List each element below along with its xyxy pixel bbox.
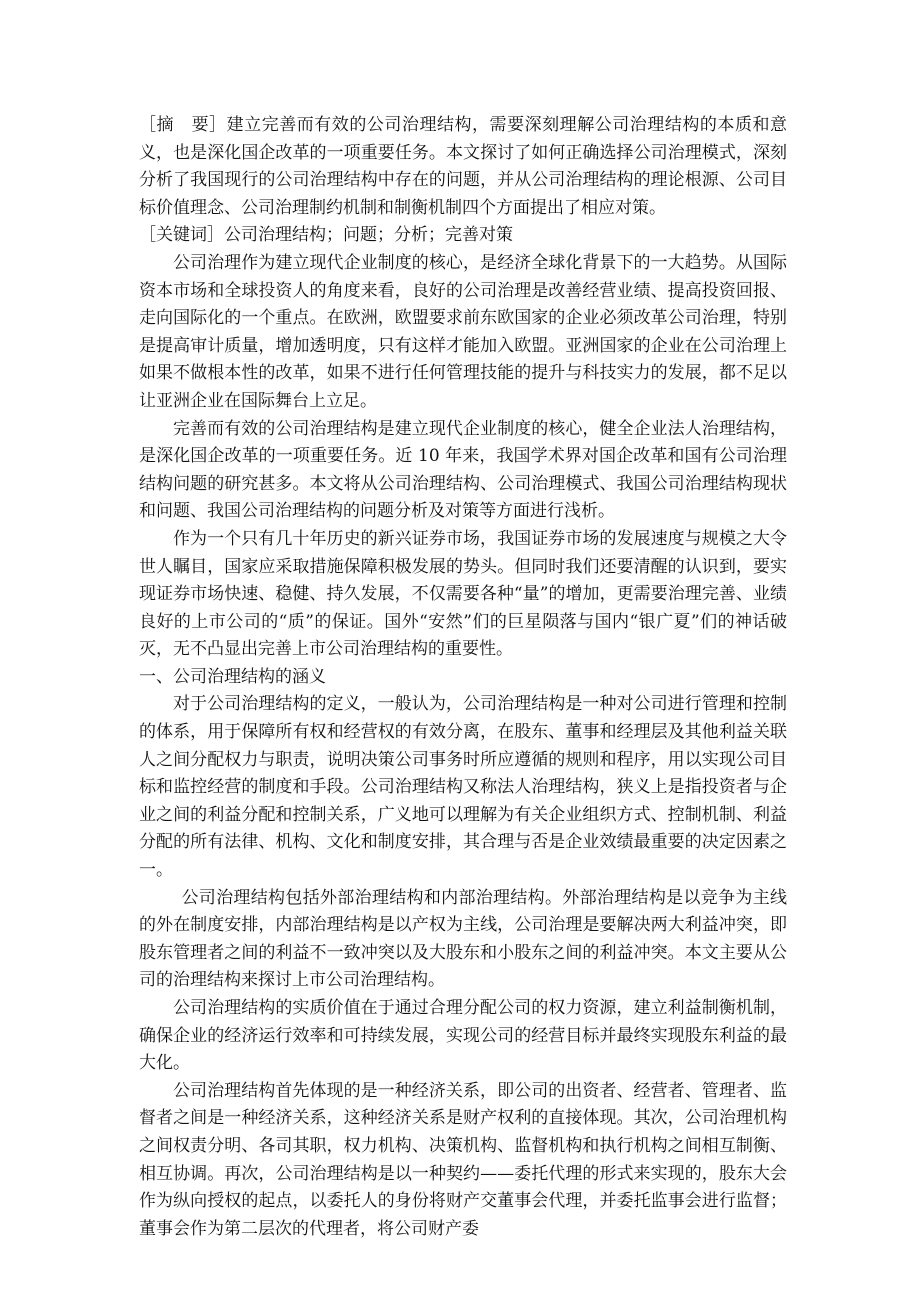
keywords-line: ［关键词］公司治理结构；问题；分析；完善对策 xyxy=(139,225,513,246)
body-paragraph: 完善而有效的公司治理结构是建立现代企业制度的核心，健全企业法人治理结构，是深化国企改革的一项重要任务。近 10 年来，我国学术界对国企改革和国有公司治理结构问题的研究甚多。本文将从公司治理结构、公司治理模式、我国公司治理结构现状和问题、我国公司治理结构的问题分析及对策等方面进行浅析。 xyxy=(139,418,787,522)
body-paragraph: 公司治理结构首先体现的是一种经济关系，即公司的出资者、经营者、管理者、监督者之间是一种经济关系，这种经济关系是财产权利的直接体现。其次，公司治理机构之间权责分明、各司其职，权力机构、决策机构、监督机构和执行机构之间相互制衡、相互协调。再次，公司治理结构是以一种契约——委托代理的形式来实现的，股东大会作为纵向授权的起点，以委托人的身份将财产交董事会代理，并委托监事会进行监督；董事会作为第二层次的代理者，将公司财产委 xyxy=(139,1080,787,1239)
body-paragraph: 作为一个只有几十年历史的新兴证券市场，我国证券市场的发展速度与规模之大令世人瞩目，国家应采取措施保障积极发展的势头。但同时我们还要清醒的认识到，要实现证券市场快速、稳健、持久发展，不仅需要各种“量”的增加，更需要治理完善、业绩良好的上市公司的“质”的保证。国外“安然”们的巨星陨落与国内“银广夏”们的神话破灭，无不凸显出完善上市公司治理结构的重要性。 xyxy=(139,528,787,660)
document-page xyxy=(139,112,787,1243)
body-paragraph: 公司治理结构包括外部治理结构和内部治理结构。外部治理结构是以竞争为主线的外在制度安排，内部治理结构是以产权为主线，公司治理是要解决两大利益冲突，即股东管理者之间的利益不一致冲突以及大股东和小股东之间的利益冲突。本文主要从公司的治理结构来探讨上市公司治理结构。 xyxy=(139,887,787,991)
section-heading: 一、公司治理结构的涵义 xyxy=(139,666,326,687)
body-paragraph: 公司治理结构的实质价值在于通过合理分配公司的权力资源，建立利益制衡机制，确保企业的经济运行效率和可持续发展，实现公司的经营目标并最终实现股东利益的最大化。 xyxy=(139,998,787,1074)
body-paragraph: 公司治理作为建立现代企业制度的核心，是经济全球化背景下的一大趋势。从国际资本市场和全球投资人的角度来看，良好的公司治理是改善经营业绩、提高投资回报、走向国际化的一个重点。在欧洲，欧盟要求前东欧国家的企业必须改革公司治理，特别是提高审计质量，增加透明度，只有这样才能加入欧盟。亚洲国家的企业在公司治理上如果不做根本性的改革，如果不进行任何管理技能的提升与科技实力的发展，都不足以让亚洲企业在国际舞台上立足。 xyxy=(139,252,787,411)
body-paragraph: 对于公司治理结构的定义，一般认为，公司治理结构是一种对公司进行管理和控制的体系，用于保障所有权和经营权的有效分离，在股东、董事和经理层及其他利益关联人之间分配权力与职责，说明决策公司事务时所应遵循的规则和程序，用以实现公司目标和监控经营的制度和手段。公司治理结构又称法人治理结构，狭义上是指投资者与企业之间的利益分配和控制关系，广义地可以理解为有关企业组织方式、控制机制、利益分配的所有法律、机构、文化和制度安排，其合理与否是企业效绩最重要的决定因素之一。 xyxy=(139,694,787,881)
abstract-paragraph: ［摘 要］建立完善而有效的公司治理结构，需要深刻理解公司治理结构的本质和意义，也是深化国企改革的一项重要任务。本文探讨了如何正确选择公司治理模式，深刻分析了我国现行的公司治理结构中存在的问题，并从公司治理结构的理论根源、公司目标价值理念、公司治理制约机制和制衡机制四个方面提出了相应对策。 xyxy=(139,115,787,218)
